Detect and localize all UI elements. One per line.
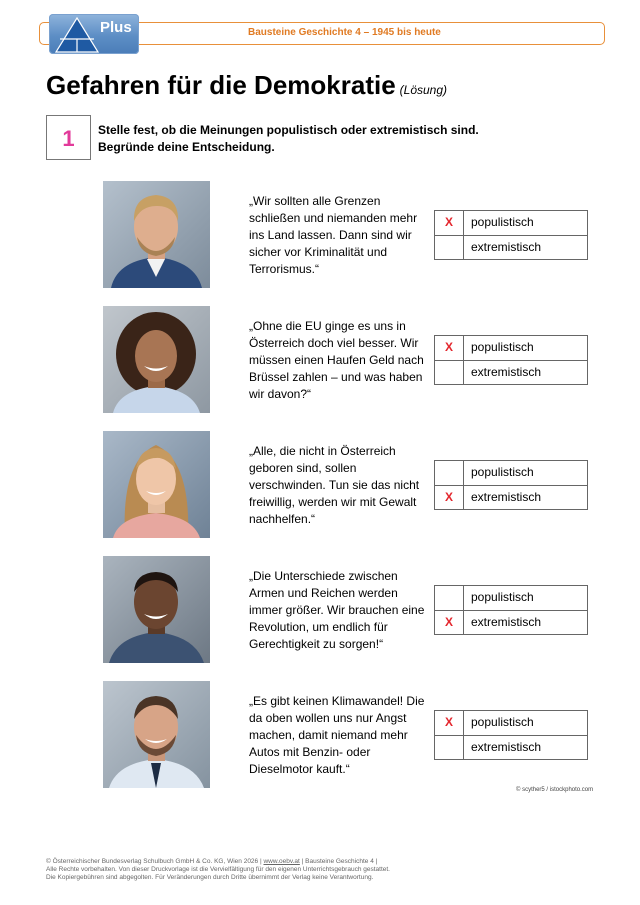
photo-credit: © scyther5 / istockphoto.com [516,787,594,793]
mark-extremistisch-2 [435,361,464,384]
mark-extremistisch-5 [435,736,464,759]
choice-populistisch-5[interactable] [435,711,587,735]
option-label-populistisch-5: populistisch [471,715,534,729]
logo-text: Plus [100,19,132,36]
choice-populistisch-2[interactable] [435,336,587,360]
footer [46,858,606,882]
portrait-photo-4 [103,556,210,663]
option-label-populistisch-2: populistisch [471,340,534,354]
choice-extremistisch-2[interactable] [435,360,587,384]
option-label-extremistisch-2: extremistisch [471,365,542,379]
quote-text-5: „Es gibt keinen Klimawandel! Die da oben wollen uns nur Angst machen, damit niemand mehr Autos mit Benzin- oder Dieselmotor kauft.“ [249,694,425,776]
mark-extremistisch-4: X [435,611,464,634]
quote-text-3: „Alle, die nicht in Österreich geboren sind, sollen verschwinden. Tun sie das nicht freiwillig, werden wir mit Gewalt nachhelfen.“ [249,444,420,526]
choice-extremistisch-3[interactable] [435,485,587,509]
portrait-photo-2 [103,306,210,413]
choice-populistisch-1[interactable] [435,211,587,235]
mark-populistisch-1: X [435,211,464,235]
portrait-photo-3 [103,431,210,538]
plus-logo [49,14,139,54]
choice-table-3 [434,460,588,510]
portrait-photo-5 [103,681,210,788]
footer-line2: Alle Rechte vorbehalten. Von dieser Druckvorlage ist die Vervielfältigung für den eigenen Unterrichtsgebrauch gestattet. [46,866,390,873]
publisher-link[interactable]: www.oebv.at [263,858,300,865]
option-label-extremistisch-3: extremistisch [471,490,542,504]
mark-populistisch-2: X [435,336,464,360]
statement-row-2 [0,306,640,416]
page-subtitle: (Lösung) [399,83,448,97]
quote-text-2: „Ohne die EU ginge es uns in Österreich doch viel besser. Wir müssen einen Haufen Geld nach Brüssel zahlen – und was haben wir davon?“ [249,319,424,401]
choice-populistisch-3[interactable] [435,461,587,485]
footer-line3: Die Kopiergebühren sind abgegolten. Für Veränderungen durch Dritte übernimmt der Verlag keine Verantwortung. [46,874,374,881]
option-label-populistisch-4: populistisch [471,590,534,604]
page-title-text: Gefahren für die Demokratie [46,70,396,100]
choice-extremistisch-4[interactable] [435,610,587,634]
page-title [46,70,447,101]
choice-table-2 [434,335,588,385]
statement-row-5 [0,681,640,791]
option-label-populistisch-1: populistisch [471,215,534,229]
option-label-extremistisch-4: extremistisch [471,615,542,629]
task-number-box: 1 [46,115,91,160]
option-label-populistisch-3: populistisch [471,465,534,479]
triangle-logo-icon [55,17,99,53]
task-instruction-line1: Stelle fest, ob die Meinungen populistisch oder extremistisch sind. [98,123,479,137]
choice-populistisch-4[interactable] [435,586,587,610]
portrait-photo-1 [103,181,210,288]
choice-extremistisch-5[interactable] [435,735,587,759]
mark-populistisch-3 [435,461,464,485]
quote-text-4: „Die Unterschiede zwischen Armen und Reichen werden immer größer. Wir brauchen eine Revolution, um endlich für Gerechtigkeit zu sorgen!“ [249,569,425,651]
statement-row-3 [0,431,640,541]
statement-row-1 [0,181,640,291]
mark-extremistisch-3: X [435,486,464,509]
mark-extremistisch-1 [435,236,464,259]
mark-populistisch-4 [435,586,464,610]
mark-populistisch-5: X [435,711,464,735]
quote-text-1: „Wir sollten alle Grenzen schließen und niemanden mehr ins Land lassen. Dann sind wir sicher vor Kriminalität und Terrorismus.“ [249,194,418,276]
option-label-extremistisch-1: extremistisch [471,240,542,254]
task-instruction [98,122,518,156]
choice-table-4 [434,585,588,635]
footer-line1-b: | Bausteine Geschichte 4 | [301,858,378,865]
statement-row-4 [0,556,640,666]
header-title: Bausteine Geschichte 4 – 1945 bis heute [248,27,441,38]
option-label-extremistisch-5: extremistisch [471,740,542,754]
footer-line1 [46,858,606,866]
choice-table-1 [434,210,588,260]
choice-table-5 [434,710,588,760]
footer-line1-a: © Österreichischer Bundesverlag Schulbuch GmbH & Co. KG, Wien 2026 | [46,858,262,865]
choice-extremistisch-1[interactable] [435,235,587,259]
task-instruction-line2: Begründe deine Entscheidung. [98,140,275,154]
